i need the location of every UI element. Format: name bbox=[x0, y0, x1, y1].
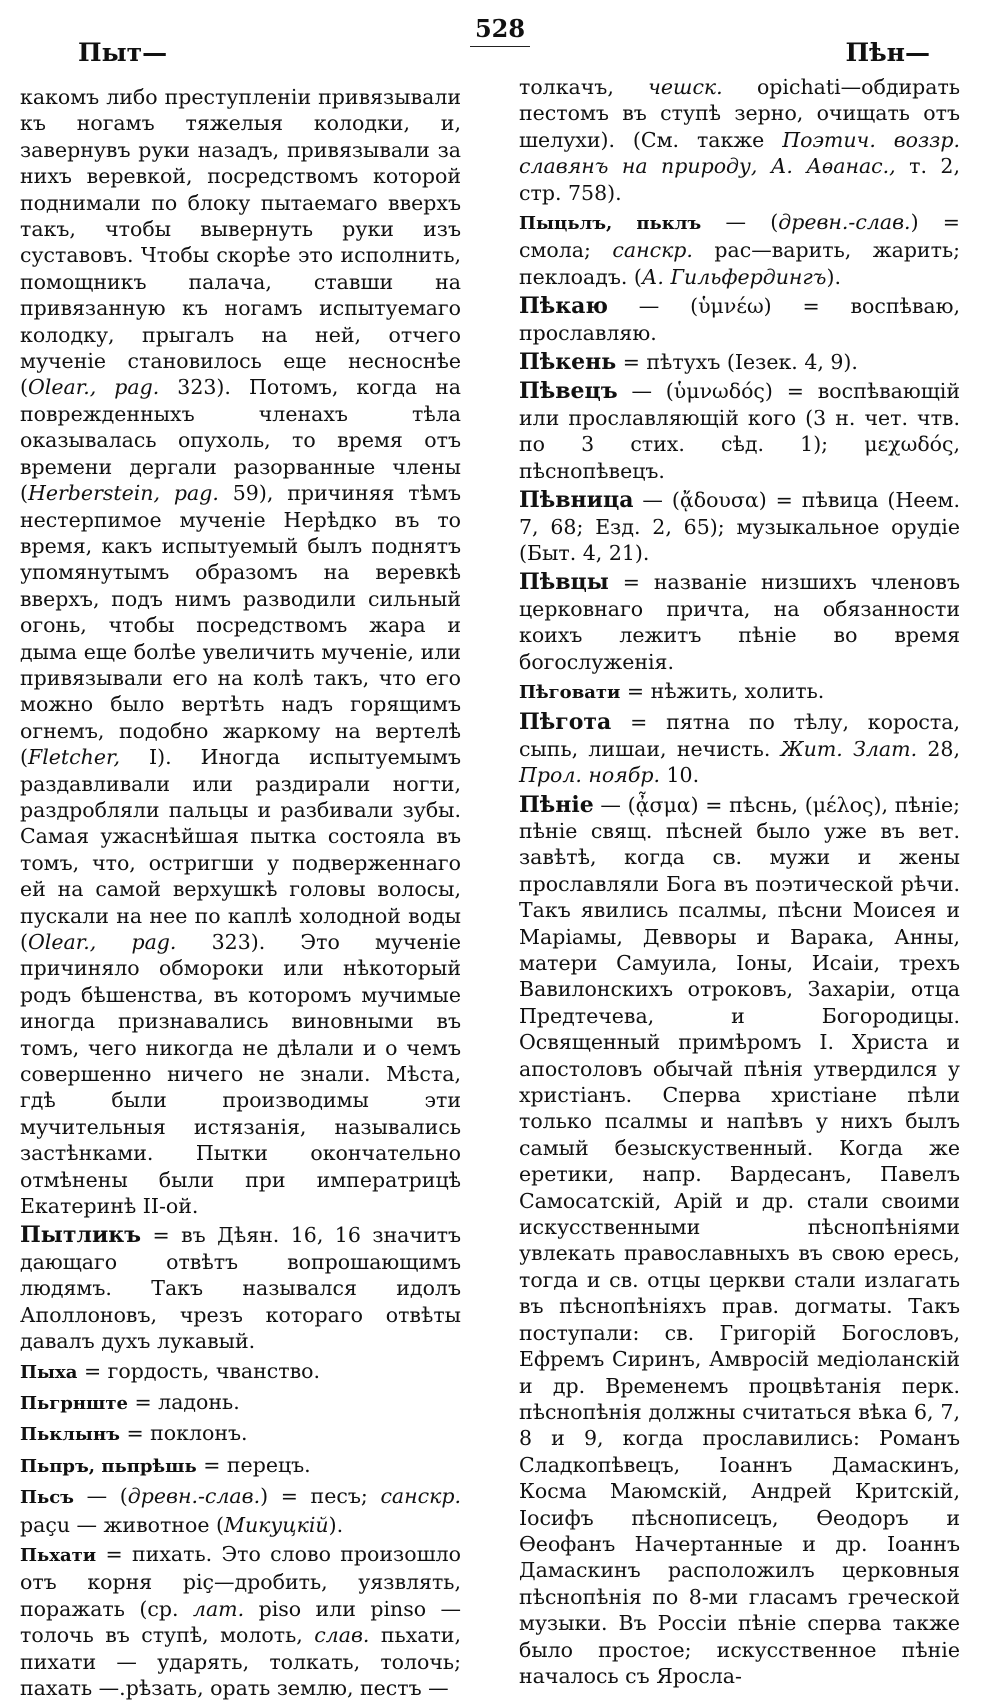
entry-ppr: Пьпръ, пьпрѣшь = перецъ. bbox=[20, 1452, 311, 1477]
running-head-left: Пыт— bbox=[78, 38, 168, 67]
entry-pevtsy: Пѣвцы = названіе низшихъ членовъ церковнаго причта, на обязанности коихъ лежитъ пѣніе во время богослуженія. bbox=[519, 569, 960, 674]
entry-pegota: Пѣгота = пятна по тѣлу, короста, сыпь, лишаи, нечисть. Жит. Злат. 28, Прол. ноябр. 10. bbox=[519, 709, 960, 788]
headword: Пѣвница bbox=[519, 487, 634, 514]
entry-pklyn: Пьклынъ = поклонъ. bbox=[20, 1421, 248, 1446]
headword: Пьсъ bbox=[20, 1487, 74, 1509]
entry-penie: Пѣніе — (ᾆσμα) = пѣснь, (μέλος), пѣніе; пѣніе свящ. пѣсней было уже въ вет. завѣтѣ, когда св. мужи и жены прославляли Бога въ поэтической рѣчи. Такъ явились псалмы, пѣсни Моисея и Маріамы, Девворы и Варака, Анны, матери Самуила, Іоны, Исаіи, трехъ Вавилонскихъ отроковъ, Захаріи, отца Предтечева, и Богородицы. Освященный примѣромъ І. Христа и апостоловъ обычай пѣнія утвердился у христіанъ. Сперва христіане пѣли только псалмы и напѣвъ у нихъ былъ самый безыскуственный. Когда же еретики, напр. Вардесанъ, Павелъ Самосатскій, Арій и др. стали своими искусственными пѣснопѣніями увлекать православныхъ въ свою ересь, тогда и св. отцы церкви стали излагать въ пѣснопѣніяхъ прав. догматы. Такъ поступали: св. Григорій Богословъ, Ефремъ Сиринъ, Амвросій медіоланскій и др. Временемъ процвѣтанія перк. пѣснопѣнія должны считаться вѣка 6, 7, 8 и 9, когда прославились: Романъ Сладкопѣвецъ, Іоаннъ Дамаскинъ, Косма Маюмскій, Андрей Критскій, Іосифъ пѣснописецъ, Ѳеодоръ и Ѳеофанъ Начертанные и др. Іоаннъ Дамаскинъ расположилъ церковныя пѣснопѣнія по 8-ми гласамъ греческой музыки. Въ Россіи пѣніе сперва также было простое; искусственное пѣніе началось съ Яросла- bbox=[519, 791, 960, 1688]
headword: Пѣвецъ bbox=[519, 378, 618, 405]
entry-continuation: какомъ либо преступленіи привязывали къ ногамъ тяжелыя колодки, и, завернувъ руки назадъ, привязывали за нихъ веревкой, посредствомъ которой поднимали по блоку пытаемаго вверхъ такъ, чтобы вывернуть руки изъ суставовъ. Чтобы скорѣе это исполнить, помощникъ палача, ставши на привязанную къ ногамъ испытуемаго колодку, прыгалъ на ней, отчего мученіе становилось еще несноснѣе (Olear., pag. 323). Потомъ, когда на поврежденныхъ членахъ тѣла оказывалась опухоль, то время отъ времени дергали разорванные члены (Herberstein, pag. 59), причиняя тѣмъ нестерпимое мученіе Нерѣдко въ то время, какъ испытуемый былъ поднятъ упомянутымъ образомъ на веревкѣ вверхъ, подъ нимъ разводили сильный огонь, чтобы посредствомъ жара и дыма еще болѣе увеличить мученіе, или привязывали его на колѣ такъ, что его можно было вертѣть надъ горящимъ огнемъ, подобно жаркому на вертелѣ (Fletcher, I). Иногда испытуемымъ раздавливали или раздирали ногти, раздробляли пальцы и разбивали зубы. Самая ужаснѣйшая пытка состояла въ томъ, что, остригши у подверженнаго ей на самой верхушкѣ головы волосы, пускали на нее по каплѣ холодной воды (Olear., pag. 323). Это мученіе причиняло обмороки или нѣкоторый родъ бѣшенства, въ которомъ мучимые иногда признавались виновными въ томъ, чего никогда не дѣлали и о чемъ совершенно ничего не знали. Мѣста, гдѣ были производимы эти мучительныя истязанія, назывались застѣнками. Пытки окончательно отмѣнены были при императрицѣ Екатеринѣ II-ой. bbox=[20, 85, 462, 1219]
headword: Пѣвцы bbox=[519, 569, 609, 596]
headword: Пыцьлъ, пьклъ bbox=[519, 213, 702, 235]
headword: Пѣкаю bbox=[519, 293, 608, 320]
headword: Пыха bbox=[20, 1361, 78, 1383]
entry-ps: Пьсъ — (древн.-слав.) = песъ; санскр. раçu — животное (Микуцкій). bbox=[20, 1484, 462, 1537]
entry-pytsl: Пыцьлъ, пьклъ — (древн.-слав.) = смола; санскр. рас—варить, жарить; пеклоадъ. (А. Гильфердингъ). bbox=[519, 210, 961, 289]
entry-pevnitsa: Пѣвница — (ᾄδουσα) = пѣвица (Неем. 7, 68; Езд. 2, 65); музыкальное орудіе (Быт. 4, 21). bbox=[519, 487, 960, 565]
left-column bbox=[20, 84, 461, 1704]
entry-pytlik: Пытликъ = въ Дѣян. 16, 16 значитъ дающаго отвѣтъ вопрошающимъ людямъ. Такъ назывался идолъ Аполлоновъ, чрезъ котораго отвѣты давалъ духъ лукавый. bbox=[20, 1222, 461, 1354]
headword: Пьгрнште bbox=[20, 1392, 128, 1414]
headword: Пьпръ, пьпрѣшь bbox=[20, 1455, 197, 1477]
entry-pevets: Пѣвецъ — (ὑμνωδός) = воспѣвающій или прославляющій кого (3 н. чет. чтв. по 3 стих. сѣд. 1); μεχωδός, пѣснопѣвецъ. bbox=[519, 378, 960, 483]
headword: Пѣговати bbox=[519, 681, 621, 703]
headword: Пѣгота bbox=[519, 709, 612, 736]
headword: Пьхати bbox=[20, 1544, 97, 1566]
entry-pekayu: Пѣкаю — (ὑμνέω) = воспѣваю, прославляю. bbox=[519, 293, 960, 345]
headword: Пѣкень bbox=[519, 349, 617, 376]
headword: Пьклынъ bbox=[20, 1424, 120, 1446]
entry-peken: Пѣкень = пѣтухъ (Іезек. 4, 9). bbox=[519, 349, 858, 376]
running-head-right: Пѣн— bbox=[845, 38, 930, 67]
headword: Пѣніе bbox=[519, 791, 594, 818]
right-column bbox=[519, 74, 960, 1692]
entry-pgrnshte: Пьгрнште = ладонь. bbox=[20, 1389, 240, 1414]
entry-pykha: Пыха = гордость, чванство. bbox=[20, 1358, 321, 1383]
entry-continuation: толкачъ, чешск. opichati—обдирать пестомъ въ ступѣ зерно, очищать отъ шелухи). (См. также Поэтич. воззр. славянъ на природу, А. Аѳанас., т. 2, стр. 758). bbox=[519, 75, 960, 205]
page-number: 528 bbox=[474, 14, 526, 43]
entry-pegovati: Пѣговати = нѣжить, холить. bbox=[519, 678, 825, 703]
entry-pkhati: Пьхати = пихать. Это слово произошло отъ корня piç—дробить, уязвлять, поражать (ср. лат. piso или pinso — толочь въ ступѣ, молоть, слав. пьхати, пихати — ударять, толкать, толочь; пахать —.рѣзать, орать землю, пестъ — bbox=[20, 1541, 461, 1700]
page-number-rule bbox=[470, 46, 530, 47]
headword: Пытликъ bbox=[20, 1222, 142, 1249]
